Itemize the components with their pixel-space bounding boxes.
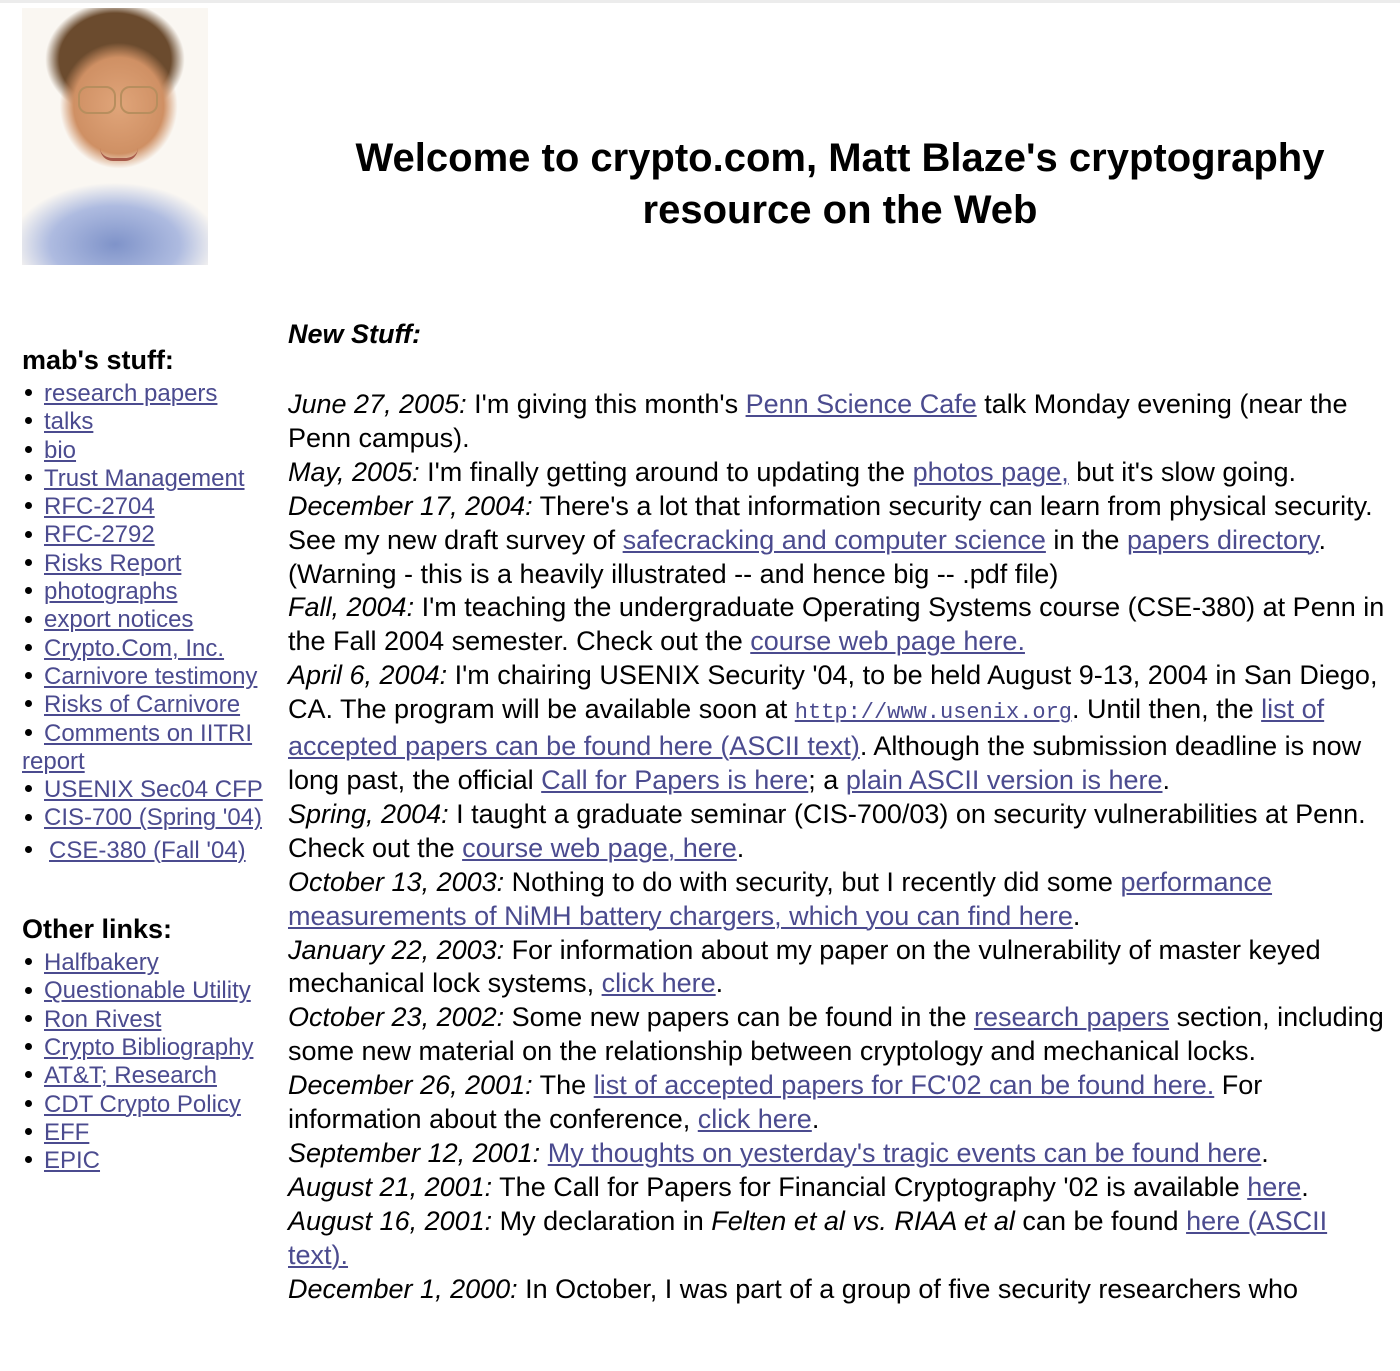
page-title: Welcome to crypto.com, Matt Blaze's cryptography resource on the Web <box>355 136 1325 232</box>
sidebar-item-halfbakery <box>22 949 272 977</box>
entry-date: May, 2005: <box>288 456 420 487</box>
bullet-icon <box>25 729 32 736</box>
entry-text: ; a <box>808 764 846 795</box>
entry-text: I taught a graduate seminar (CIS-700/03) on security vulnerabilities at Penn. Check out the <box>288 798 1366 863</box>
bullet-icon <box>25 1015 32 1022</box>
sidebar-item-crypto-com-inc <box>22 635 272 663</box>
cse-380-link[interactable]: CSE-380 (Fall '04) <box>49 836 246 864</box>
epic-link[interactable]: EPIC <box>44 1147 101 1175</box>
entry-date: Fall, 2004: <box>288 592 415 623</box>
entry-text: . Until then, the <box>1072 694 1262 725</box>
bullet-icon <box>25 1043 32 1050</box>
entry-text: Nothing to do with security, but I recently did some <box>504 866 1121 897</box>
glasses-icon <box>78 86 116 114</box>
papers-directory-link[interactable]: papers directory <box>1126 524 1319 555</box>
sidebar-item-risks-report <box>22 550 272 578</box>
entry-text: section, including some new material on the relationship between cryptology and mechanical locks. <box>288 1002 1384 1067</box>
entry-text: In October, I was part of a group of five security researchers who <box>517 1273 1299 1304</box>
sidebar-item-trust-management <box>22 465 272 493</box>
entry-date: January 22, 2003: <box>288 934 505 965</box>
news-entry <box>288 1273 1393 1307</box>
risks-report-link[interactable]: Risks Report <box>44 549 182 577</box>
usenix-sec04-cfp-link[interactable]: USENIX Sec04 CFP <box>44 776 263 804</box>
research-papers-link[interactable]: research papers <box>44 380 218 407</box>
news-entry <box>288 798 1393 866</box>
entry-text: The <box>532 1070 594 1101</box>
entry-text: I'm chairing USENIX Security '04, to be held August 9-13, 2004 in San Diego, CA. The program will be available soon at <box>288 660 1378 725</box>
bullet-icon <box>25 785 32 792</box>
call-for-papers-link[interactable]: Call for Papers is here <box>541 764 809 795</box>
entry-date: December 1, 2000: <box>288 1273 518 1304</box>
entry-text: . <box>715 968 724 999</box>
news-entry <box>288 591 1393 659</box>
entry-text: . <box>1072 900 1081 931</box>
mab-stuff-list <box>22 380 272 865</box>
export-notices-link[interactable]: export notices <box>44 606 194 634</box>
entry-text: in the <box>1045 524 1127 555</box>
entry-date: June 27, 2005: <box>288 389 467 419</box>
rfc-2792-link[interactable]: RFC-2792 <box>44 521 155 549</box>
entry-text: I'm finally getting around to updating the <box>419 456 913 487</box>
cse-380-course-page-link[interactable]: course web page here. <box>750 626 1025 657</box>
bullet-icon <box>25 1128 32 1135</box>
bullet-icon <box>25 531 32 538</box>
entry-date: Spring, 2004: <box>288 798 449 829</box>
ron-rivest-link[interactable]: Ron Rivest <box>44 1005 162 1033</box>
sidebar-item-research-papers <box>22 380 272 408</box>
mab-stuff-heading: mab's stuff: <box>22 345 174 375</box>
bullet-icon <box>25 846 32 853</box>
other-links-list <box>22 949 272 1175</box>
bullet-icon <box>25 814 32 821</box>
smile-icon <box>100 148 138 161</box>
bullet-icon <box>25 958 32 965</box>
entry-date: April 6, 2004: <box>288 660 448 691</box>
entry-text: . <box>811 1104 820 1135</box>
entry-text: I'm giving this month's <box>466 389 746 419</box>
carnivore-testimony-link[interactable]: Carnivore testimony <box>44 662 258 690</box>
sidebar-item-usenix-sec04-cfp <box>22 776 272 804</box>
bullet-icon <box>25 446 32 453</box>
entry-text: . <box>1261 1137 1269 1168</box>
entry-text: . <box>1301 1171 1309 1202</box>
entry-text: For information about the conference, <box>288 1070 1263 1135</box>
news-entry <box>288 934 1393 1002</box>
cis-700-course-page-link[interactable]: course web page, here <box>462 832 737 863</box>
entry-text: The Call for Papers for Financial Cryptography '02 is available <box>492 1171 1248 1202</box>
rfc-2704-link[interactable]: RFC-2704 <box>44 493 155 521</box>
research-papers-inline-link[interactable]: research papers <box>973 1002 1170 1033</box>
bullet-icon <box>25 502 32 509</box>
penn-science-cafe-link[interactable]: Penn Science Cafe <box>745 389 977 419</box>
entry-text: but it's slow going. <box>1068 456 1296 487</box>
bullet-icon <box>25 616 32 623</box>
entry-text: . (Warning - this is a heavily illustrated -- and hence big -- .pdf file) <box>288 524 1327 589</box>
fc02-cfp-link[interactable]: here <box>1247 1171 1302 1202</box>
news-section <box>288 314 1393 1306</box>
sidebar-item-rfc-2704 <box>22 493 272 521</box>
fc02-conference-link[interactable]: click here <box>697 1104 812 1135</box>
window-top-edge <box>0 0 1400 3</box>
entry-text: My declaration in <box>492 1205 712 1236</box>
case-name: Felten et al vs. RIAA et al <box>711 1205 1015 1236</box>
crypto-com-inc-link[interactable]: Crypto.Com, Inc. <box>44 634 225 662</box>
fc02-accepted-papers-link[interactable]: list of accepted papers for FC'02 can be found here. <box>593 1070 1215 1101</box>
sidebar-item-photographs <box>22 578 272 606</box>
bullet-icon <box>25 1100 32 1107</box>
sidebar-item-carnivore-testimony <box>22 663 272 691</box>
risks-of-carnivore-link[interactable]: Risks of Carnivore <box>44 691 241 719</box>
news-entry <box>288 490 1393 592</box>
photos-page-link[interactable]: photos page, <box>912 456 1069 487</box>
entry-text: There's a lot that information security can learn from physical security. See my new draft survey of <box>288 490 1373 555</box>
news-entry <box>288 1137 1393 1171</box>
bullet-icon <box>25 700 32 707</box>
sept-11-thoughts-link[interactable]: My thoughts on yesterday's tragic events can be found here <box>547 1137 1262 1168</box>
news-entry <box>288 866 1393 934</box>
sidebar-item-risks-of-carnivore <box>22 691 272 719</box>
questionable-utility-link[interactable]: Questionable Utility <box>44 977 251 1005</box>
entry-date: December 17, 2004: <box>288 490 533 521</box>
usenix-url-link[interactable]: http://www.usenix.org <box>794 700 1073 726</box>
glasses-icon <box>120 86 158 114</box>
bullet-icon <box>25 417 32 424</box>
entry-text <box>540 1138 548 1168</box>
att-research-link[interactable]: AT&T; Research <box>44 1062 217 1090</box>
news-entry <box>288 659 1393 798</box>
sidebar-item-export-notices <box>22 606 272 634</box>
entry-text: I'm teaching the undergraduate Operating Systems course (CSE-380) at Penn in the Fall 2004 semester. Check out the <box>288 592 1385 657</box>
sidebar-item-bio <box>22 437 272 465</box>
news-entry <box>288 1001 1393 1069</box>
cis-700-link[interactable]: CIS-700 (Spring '04) <box>44 804 263 832</box>
entry-text: can be found <box>1014 1205 1187 1236</box>
bullet-icon <box>25 389 32 396</box>
sidebar-item-ron-rivest <box>22 1006 272 1034</box>
sidebar-item-eff <box>22 1119 272 1147</box>
news-entry <box>288 1069 1393 1137</box>
portrait-image <box>22 8 208 265</box>
entry-text: Some new papers can be found in the <box>504 1002 974 1033</box>
plain-ascii-cfp-link[interactable]: plain ASCII version is here <box>845 764 1163 795</box>
sidebar-item-att-research <box>22 1062 272 1090</box>
sidebar <box>22 340 272 1175</box>
bullet-icon <box>25 587 32 594</box>
eff-link[interactable]: EFF <box>44 1118 90 1146</box>
crypto-bibliography-link[interactable]: Crypto Bibliography <box>44 1033 254 1061</box>
bullet-icon <box>25 474 32 481</box>
master-key-paper-link[interactable]: click here <box>601 968 716 999</box>
sidebar-item-crypto-bibliography <box>22 1034 272 1062</box>
accepted-papers-link[interactable]: list of accepted papers can be found here (ASCII text) <box>288 694 1325 762</box>
bullet-icon <box>25 644 32 651</box>
bio-link[interactable]: bio <box>44 436 77 464</box>
sidebar-item-cis-700 <box>22 804 272 832</box>
entry-text: . Although the submission deadline is now long past, the official <box>288 731 1362 795</box>
sidebar-item-rfc-2792 <box>22 521 272 549</box>
bullet-icon <box>25 1071 32 1078</box>
sidebar-item-questionable-utility <box>22 977 272 1005</box>
sidebar-item-cdt-crypto-policy <box>22 1091 272 1119</box>
entry-date: December 26, 2001: <box>288 1070 533 1101</box>
entry-text: . <box>736 832 745 863</box>
sidebar-item-epic <box>22 1147 272 1175</box>
riaa-declaration-link[interactable]: here (ASCII text). <box>288 1205 1328 1270</box>
trust-management-link[interactable]: Trust Management <box>44 464 245 492</box>
other-links-heading: Other links: <box>22 914 173 945</box>
halfbakery-link[interactable]: Halfbakery <box>44 949 159 977</box>
entry-text: For information about my paper on the vulnerability of master keyed mechanical lock systems, <box>288 934 1321 999</box>
bullet-icon <box>25 1156 32 1163</box>
iitri-comments-link[interactable]: Comments on IITRI report <box>22 719 253 775</box>
bullet-icon <box>25 672 32 679</box>
news-entry <box>288 1171 1393 1205</box>
bullet-icon <box>25 987 32 994</box>
cdt-crypto-policy-link[interactable]: CDT Crypto Policy <box>44 1090 241 1118</box>
nimh-chargers-link[interactable]: performance measurements of NiMH battery chargers, which you can find here <box>288 866 1273 931</box>
sidebar-item-talks <box>22 408 272 436</box>
entry-text: talk Monday evening (near the Penn campus). <box>288 389 1348 453</box>
talks-link[interactable]: talks <box>44 408 94 436</box>
entry-date: October 23, 2002: <box>288 1002 505 1033</box>
entry-text: . <box>1162 764 1171 795</box>
safecracking-link[interactable]: safecracking and computer science <box>622 524 1046 555</box>
entry-date: September 12, 2001: <box>288 1137 541 1168</box>
sidebar-item-iitri-comments <box>22 720 272 777</box>
news-entry <box>288 456 1393 490</box>
news-entry <box>288 388 1393 456</box>
photographs-link[interactable]: photographs <box>44 578 178 606</box>
bullet-icon <box>25 559 32 566</box>
new-stuff-heading: New Stuff: <box>288 319 421 349</box>
sidebar-item-cse-380 <box>22 837 272 865</box>
entry-date: October 13, 2003: <box>288 866 505 897</box>
entry-date: August 21, 2001: <box>288 1171 493 1202</box>
entry-date: August 16, 2001: <box>288 1205 493 1236</box>
news-entry <box>288 1205 1393 1273</box>
